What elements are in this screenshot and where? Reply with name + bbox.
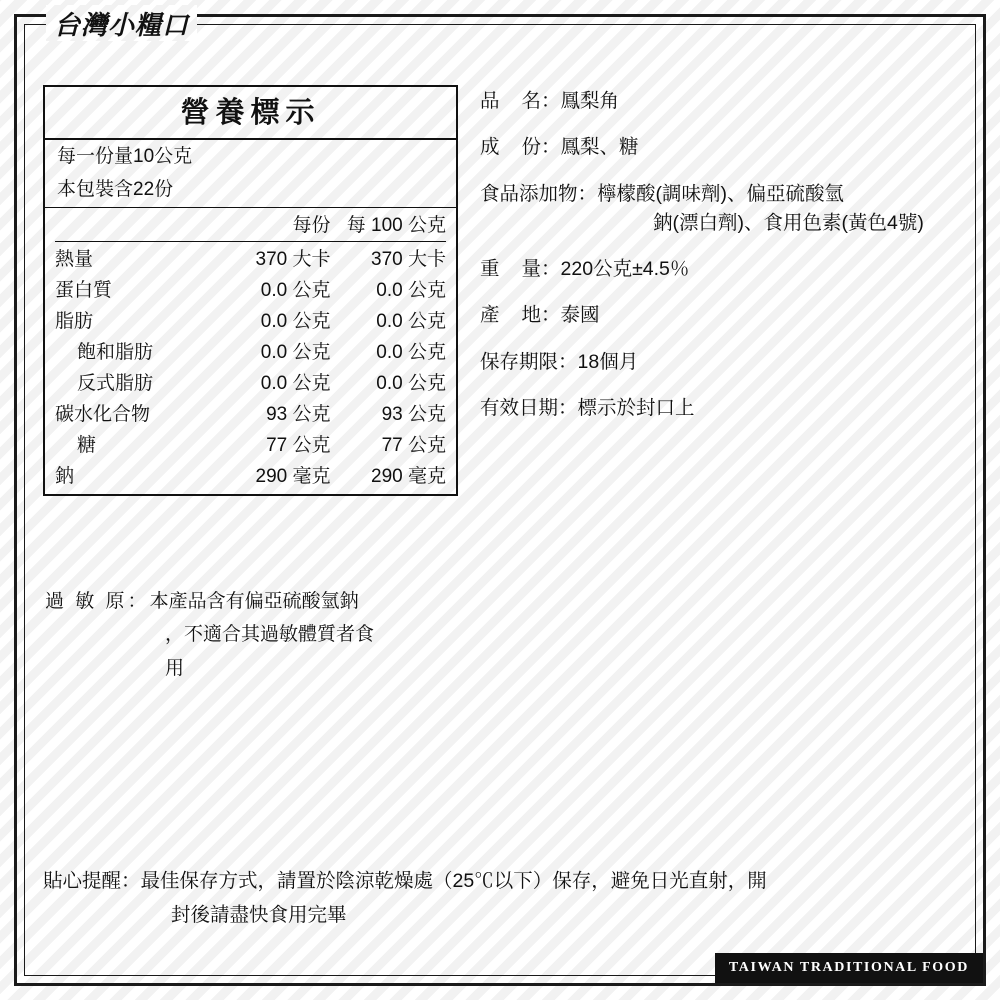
additives-value: [597, 180, 970, 239]
additives-value-line-2: 鈉(漂白劑)、食用色素(黃色4號): [653, 211, 924, 234]
info-row-additives: [480, 180, 970, 239]
nutrition-row-per-100g: 0.0 公克: [376, 372, 446, 394]
allergen-text-1: 本產品含有偏亞硫酸氫鈉: [149, 591, 359, 612]
nutrition-header-row: [55, 208, 446, 242]
table-row: [55, 366, 446, 397]
nutrition-row-per-serving: 93 公克: [266, 403, 331, 425]
servings-per-pack: 本包裝含22份: [57, 179, 174, 201]
allergen-notice: [45, 585, 465, 685]
table-row: [55, 397, 446, 428]
nutrition-panel: [43, 85, 458, 496]
additives-label: 食品添加物：: [480, 182, 598, 205]
table-row: [55, 335, 446, 366]
nutrition-col-per-100g: 每 100 公克: [337, 208, 447, 242]
nutrition-row-per-100g: 370 大卡: [371, 248, 446, 270]
storage-reminder-line-1: 貼心提醒：最佳保存方式，請置於陰涼乾燥處（25℃以下）保存，避免日光直射，開: [43, 869, 767, 892]
brand-name: 台灣小糧口: [54, 10, 190, 41]
nutrition-title: 營養標示: [180, 97, 321, 129]
weight-value: 220公克±4.5％: [560, 258, 690, 280]
ingredients-label-colon: 份：: [521, 136, 561, 159]
info-row-weight: [480, 255, 970, 284]
info-row-shelf-life: [480, 348, 970, 377]
info-row-ingredients: [480, 133, 970, 162]
nutrition-row-per-100g: 77 公克: [381, 434, 446, 456]
weight-label: 重: [480, 258, 522, 280]
nutrition-row-per-serving: 0.0 公克: [260, 279, 331, 301]
nutrition-row-label: 碳水化合物: [55, 403, 151, 425]
weight-label-colon: 量：: [521, 258, 561, 280]
product-name-value: 鳳梨角: [560, 90, 620, 112]
nutrition-col-per-serving: 每份: [227, 208, 336, 242]
storage-reminder-line-2: 封後請盡快食用完畢: [171, 903, 347, 926]
origin-label: 產: [480, 304, 522, 327]
nutrition-col-blank: [55, 208, 227, 242]
nutrition-row-per-serving: 370 大卡: [255, 248, 331, 270]
product-name-label-colon: 名：: [521, 90, 561, 112]
nutrition-row-label: 糖: [77, 434, 97, 456]
info-row-product-name: [480, 87, 970, 116]
nutrition-row-label: 反式脂肪: [77, 372, 154, 394]
footer-banner-text: TAIWAN TRADITIONAL FOOD: [728, 960, 969, 975]
origin-value: 泰國: [560, 304, 600, 327]
nutrition-row-per-serving: 0.0 公克: [260, 310, 331, 332]
nutrition-row-per-100g: 290 毫克: [371, 465, 446, 487]
nutrition-row-per-100g: 0.0 公克: [376, 310, 446, 332]
product-info-list: [480, 87, 970, 440]
table-row: [55, 304, 446, 335]
expiry-value: 標示於封口上: [577, 396, 695, 419]
table-row: [55, 241, 446, 273]
expiry-label: 有效日期：: [480, 396, 578, 419]
nutrition-row-per-serving: 0.0 公克: [260, 372, 331, 394]
info-row-expiry: [480, 394, 970, 423]
nutrition-row-per-100g: 0.0 公克: [376, 341, 446, 363]
additives-value-line-1: 檸檬酸(調味劑)、偏亞硫酸氫: [597, 182, 845, 205]
serving-size: 每一份量10公克: [57, 146, 193, 167]
allergen-label: 過 敏 原：: [45, 591, 150, 612]
nutrition-row-label: 蛋白質: [55, 279, 113, 301]
label-content: [30, 55, 970, 960]
nutrition-table: [55, 208, 446, 490]
storage-reminder: [43, 864, 960, 932]
info-row-origin: [480, 301, 970, 330]
nutrition-row-label: 鈉: [55, 465, 75, 487]
brand-logo: [46, 5, 197, 41]
shelf-life-value: 18個月: [577, 350, 639, 373]
nutrition-row-per-serving: 77 公克: [266, 434, 331, 456]
nutrition-row-per-serving: 290 毫克: [255, 465, 331, 487]
ingredients-value: 鳳梨、糖: [560, 136, 639, 159]
footer-banner: [715, 953, 983, 983]
nutrition-row-label: 熱量: [55, 248, 94, 270]
origin-label-colon: 地：: [521, 304, 561, 327]
nutrition-row-per-100g: 93 公克: [381, 403, 446, 425]
shelf-life-label: 保存期限：: [480, 350, 578, 373]
nutrition-row-per-100g: 0.0 公克: [376, 279, 446, 301]
allergen-text-3: 用: [165, 657, 185, 679]
nutrition-row-label: 脂肪: [55, 310, 94, 332]
table-row: [55, 428, 446, 459]
product-name-label: 品: [480, 90, 522, 112]
allergen-text-2: ，不適合其過敏體質者食: [165, 624, 375, 646]
allergen-line-1: [45, 585, 465, 618]
nutrition-row-per-serving: 0.0 公克: [260, 341, 331, 363]
table-row: [55, 459, 446, 490]
nutrition-row-label: 飽和脂肪: [77, 341, 154, 363]
table-row: [55, 273, 446, 304]
ingredients-label: 成: [480, 136, 522, 159]
